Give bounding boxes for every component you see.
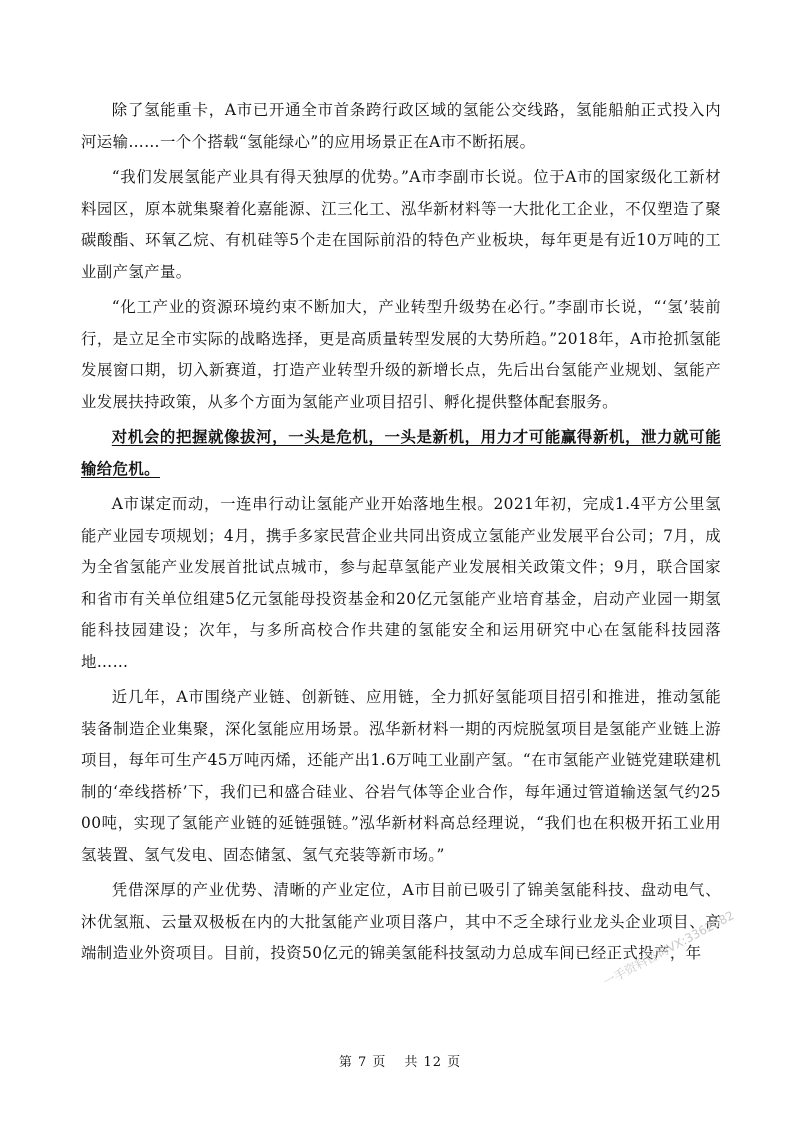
article-body	[81, 95, 721, 970]
paragraph-3: “化工产业的资源环境约束不断加大，产业转型升级势在必行。”李副市长说，“‘氢’装前行，是立足全市实际的战略选择，更是高质量转型发展的大势所趋。”2018年，A市抢抓氢能发展窗口期，切入新赛道，打造产业转型升级的新增长点，先后出台氢能产业规划、氢能产业发展扶持政策，从多个方面为氢能产业项目招引、孵化提供整体配套服务。	[81, 298, 721, 411]
paragraph-1: 除了氢能重卡，A市已开通全市首条跨行政区域的氢能公交线路，氢能船舶正式投入内河运输……一个个搭载“氢能绿心”的应用场景正在A市不断拓展。	[81, 101, 721, 151]
page-footer	[0, 1051, 800, 1070]
emphasis-paragraph: 对机会的把握就像拔河，一头是危机，一头是新机，用力才可能赢得新机，泄力就可能输给危机。	[81, 428, 721, 478]
page-number: 第 7 页	[338, 1055, 387, 1070]
paragraph-6: 近几年，A市围绕产业链、创新链、应用链，全力抓好氢能项目招引和推进，推动氢能装备制造企业集聚，深化氢能应用场景。泓华新材料一期的丙烷脱氢项目是氢能产业链上游项目，每年可生产45万吨丙烯，还能产出1.6万吨工业副产氢。“在市氢能产业链党建联建机制的‘牵线搭桥’下，我们已和盛合硅业、谷岩气体等企业合作，每年通过管道输送氢气约2500吨，实现了氢能产业链的延链强链。”泓华新材料高总经理说，“我们也在积极开拓工业用氢装置、氢气发电、固态储氢、氢气充装等新市场。”	[81, 688, 721, 864]
paragraph-7: 凭借深厚的产业优势、清晰的产业定位，A市目前已吸引了锦美氢能科技、盘动电气、沐优氢瓶、云量双极板在内的大批氢能产业项目落户，其中不乏全球行业龙头企业项目、高端制造业外资项目。目前，投资50亿元的锦美氢能科技氢动力总成车间已经正式投产，年	[81, 881, 721, 962]
paragraph-5: A市谋定而动，一连串行动让氢能产业开始落地生根。2021年初，完成1.4平方公里氢能产业园专项规划；4月，携手多家民营企业共同出资成立氢能产业发展平台公司；7月，成为全省氢能产业发展首批试点城市，参与起草氢能产业发展相关政策文件；9月，联合国家和省市有关单位组建5亿元氢能母投资基金和20亿元氢能产业培育基金，启动产业园一期氢能科技园建设；次年，与多所高校合作共建的氢能安全和运用研究中心在氢能科技园落地……	[81, 495, 721, 671]
watermark: 一手资料咨询VX:3362082	[600, 908, 737, 990]
page-total: 共 12 页	[404, 1055, 462, 1070]
paragraph-2: “我们发展氢能产业具有得天独厚的优势。”A市李副市长说。位于A市的国家级化工新材料园区，原本就集聚着化嘉能源、江三化工、泓华新材料等一大批化工企业，不仅塑造了聚碳酸酯、环氧乙烷、有机硅等5个走在国际前沿的特色产业板块，每年更是有近10万吨的工业副产氢产量。	[81, 168, 721, 281]
